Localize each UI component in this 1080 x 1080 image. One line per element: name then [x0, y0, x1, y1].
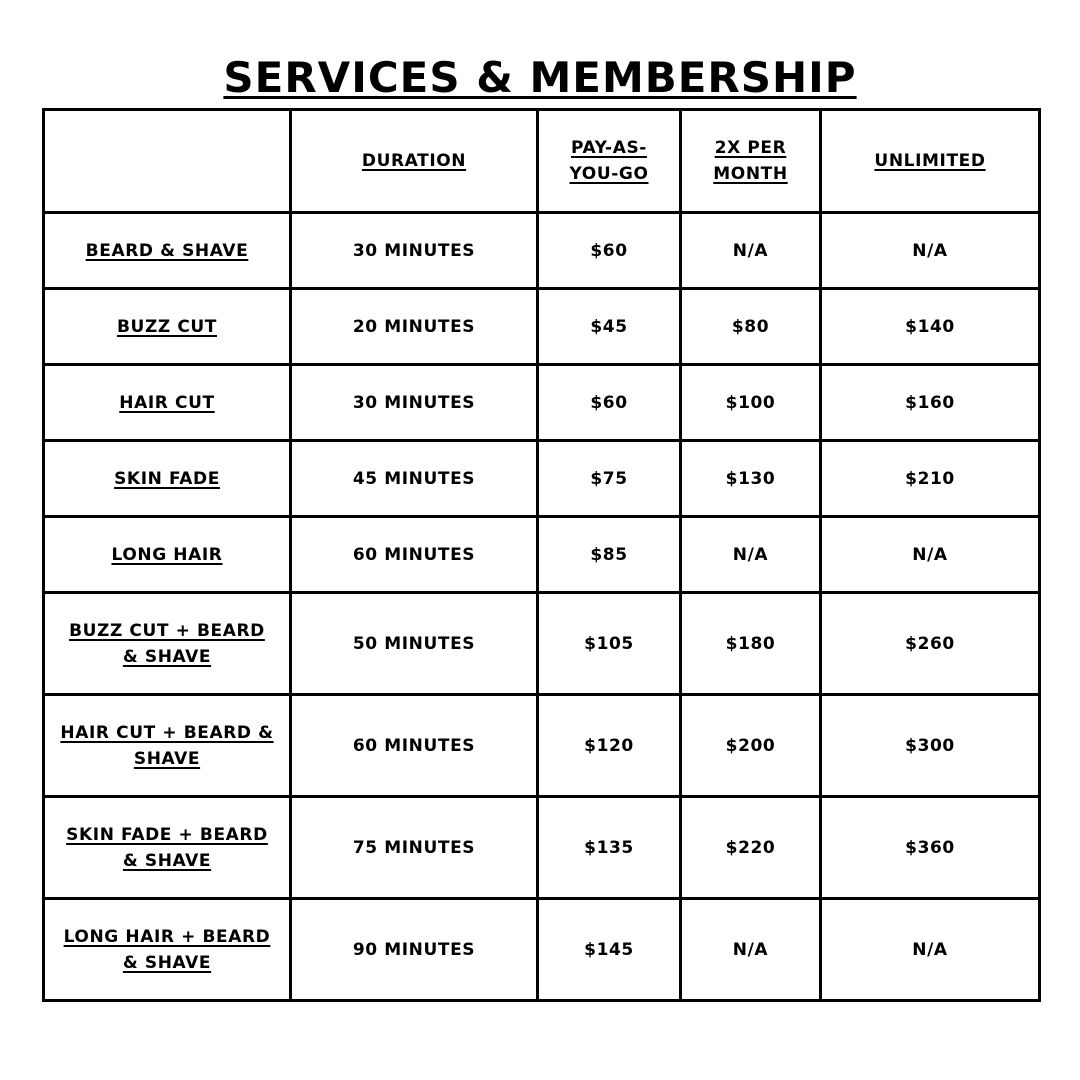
- service-name: LONG HAIR: [44, 517, 291, 593]
- 2x-per-month-cell: $100: [681, 365, 821, 441]
- table-row: [44, 365, 1040, 441]
- duration-cell: 60 MINUTES: [291, 695, 538, 797]
- pay-as-you-go-cell: $75: [538, 441, 681, 517]
- unlimited-cell: $210: [821, 441, 1040, 517]
- services-table: [42, 108, 1041, 1002]
- table-row: [44, 695, 1040, 797]
- page-title: SERVICES & MEMBERSHIP: [223, 53, 857, 102]
- pay-as-you-go-cell: $145: [538, 899, 681, 1001]
- header-service: [44, 110, 291, 213]
- table-row: [44, 517, 1040, 593]
- 2x-per-month-cell: N/A: [681, 213, 821, 289]
- header-duration: DURATION: [291, 110, 538, 213]
- unlimited-cell: $260: [821, 593, 1040, 695]
- table-row: [44, 899, 1040, 1001]
- table-row: [44, 797, 1040, 899]
- service-name: BUZZ CUT: [44, 289, 291, 365]
- unlimited-cell: N/A: [821, 899, 1040, 1001]
- table-row: [44, 593, 1040, 695]
- duration-cell: 30 MINUTES: [291, 365, 538, 441]
- unlimited-cell: N/A: [821, 517, 1040, 593]
- unlimited-cell: $160: [821, 365, 1040, 441]
- unlimited-cell: N/A: [821, 213, 1040, 289]
- pay-as-you-go-cell: $85: [538, 517, 681, 593]
- service-name: HAIR CUT + BEARD & SHAVE: [44, 695, 291, 797]
- table-row: [44, 441, 1040, 517]
- service-name: BUZZ CUT + BEARD & SHAVE: [44, 593, 291, 695]
- duration-cell: 60 MINUTES: [291, 517, 538, 593]
- unlimited-cell: $300: [821, 695, 1040, 797]
- duration-cell: 90 MINUTES: [291, 899, 538, 1001]
- unlimited-cell: $140: [821, 289, 1040, 365]
- duration-cell: 20 MINUTES: [291, 289, 538, 365]
- pay-as-you-go-cell: $120: [538, 695, 681, 797]
- pay-as-you-go-cell: $105: [538, 593, 681, 695]
- header-2x-per-month: 2X PER MONTH: [681, 110, 821, 213]
- service-name: LONG HAIR + BEARD & SHAVE: [44, 899, 291, 1001]
- pay-as-you-go-cell: $60: [538, 365, 681, 441]
- table-row: [44, 289, 1040, 365]
- service-name: SKIN FADE + BEARD & SHAVE: [44, 797, 291, 899]
- 2x-per-month-cell: $130: [681, 441, 821, 517]
- 2x-per-month-cell: $80: [681, 289, 821, 365]
- 2x-per-month-cell: $180: [681, 593, 821, 695]
- header-pay-as-you-go: PAY-AS-YOU-GO: [538, 110, 681, 213]
- pay-as-you-go-cell: $60: [538, 213, 681, 289]
- duration-cell: 75 MINUTES: [291, 797, 538, 899]
- 2x-per-month-cell: N/A: [681, 899, 821, 1001]
- pay-as-you-go-cell: $135: [538, 797, 681, 899]
- service-name: HAIR CUT: [44, 365, 291, 441]
- header-unlimited: UNLIMITED: [821, 110, 1040, 213]
- table-header-row: [44, 110, 1040, 213]
- 2x-per-month-cell: $200: [681, 695, 821, 797]
- duration-cell: 50 MINUTES: [291, 593, 538, 695]
- duration-cell: 30 MINUTES: [291, 213, 538, 289]
- 2x-per-month-cell: N/A: [681, 517, 821, 593]
- pay-as-you-go-cell: $45: [538, 289, 681, 365]
- unlimited-cell: $360: [821, 797, 1040, 899]
- service-name: BEARD & SHAVE: [44, 213, 291, 289]
- duration-cell: 45 MINUTES: [291, 441, 538, 517]
- table-row: [44, 213, 1040, 289]
- service-name: SKIN FADE: [44, 441, 291, 517]
- 2x-per-month-cell: $220: [681, 797, 821, 899]
